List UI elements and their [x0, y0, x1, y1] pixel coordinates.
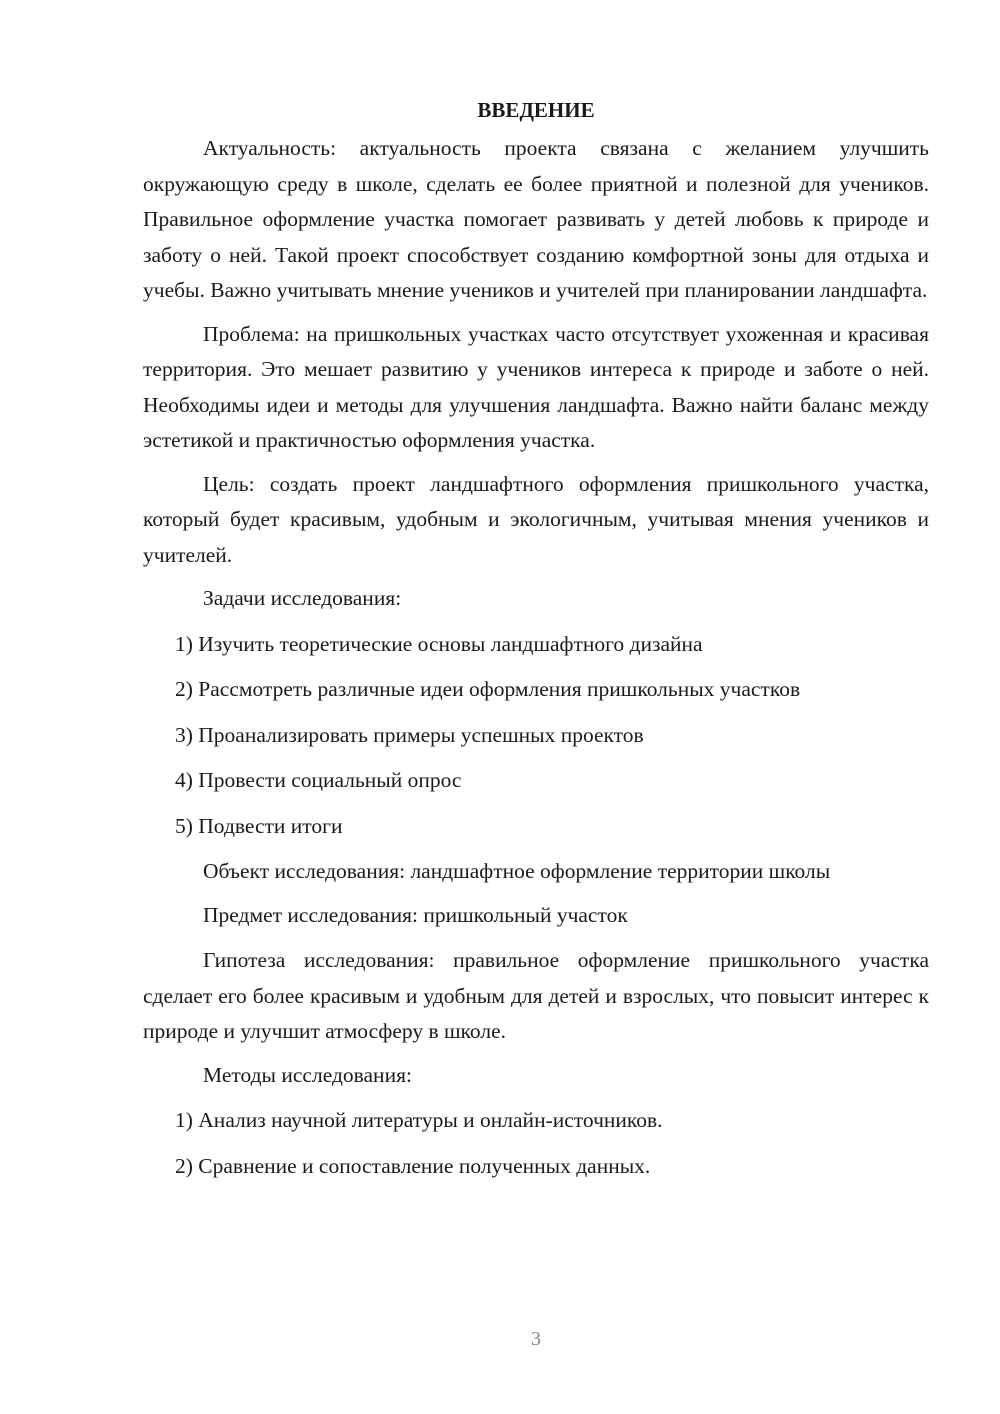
problem-paragraph: Проблема: на пришкольных участках часто отсутствует ухоженная и красивая территория. Это мешает развитию у учеников интереса к природе и заботе о ней. Необходимы идеи и методы для улучшения ландшафта. Важно найти баланс между эстетикой и практичностью оформления участка.	[143, 321, 929, 452]
method-item: 1) Анализ научной литературы и онлайн-источников.	[175, 1108, 663, 1132]
section-title: ВВЕДЕНИЕ	[477, 98, 595, 122]
subject-paragraph: Предмет исследования: пришкольный участок	[203, 902, 628, 927]
task-item: 2) Рассмотреть различные идеи оформления пришкольных участков	[175, 677, 801, 701]
goal-paragraph: Цель: создать проект ландшафтного оформления пришкольного участка, который будет красивым, удобным и экологичным, учитывая мнения учеников и учителей.	[143, 471, 929, 567]
relevance-paragraph: Актуальность: актуальность проекта связана с желанием улучшить окружающую среду в школе, сделать ее более приятной и полезной для учеников. Правильное оформление участка помогает развивать у детей любовь к природе и заботу о ней. Такой проект способствует созданию комфортной зоны для отдыха и учебы. Важно учитывать мнение учеников и учителей при планировании ландшафта.	[143, 136, 929, 302]
task-item: 1) Изучить теоретические основы ландшафтного дизайна	[175, 631, 703, 656]
document-page	[143, 92, 929, 1194]
method-item: 2) Сравнение и сопоставление полученных данных.	[175, 1153, 651, 1178]
task-item: 3) Проанализировать примеры успешных проектов	[175, 722, 644, 747]
page-number: 3	[531, 1328, 541, 1350]
task-item: 5) Подвести итоги	[175, 813, 343, 838]
task-item: 4) Провести социальный опрос	[175, 768, 462, 792]
methods-heading: Методы исследования:	[203, 1062, 412, 1087]
hypothesis-paragraph: Гипотеза исследования: правильное оформление пришкольного участка сделает его более красивым и удобным для детей и взрослых, что повысит интерес к природе и улучшит атмосферу в школе.	[143, 948, 929, 1043]
tasks-heading: Задачи исследования:	[203, 586, 402, 610]
object-paragraph: Объект исследования: ландшафтное оформление территории школы	[203, 859, 831, 883]
